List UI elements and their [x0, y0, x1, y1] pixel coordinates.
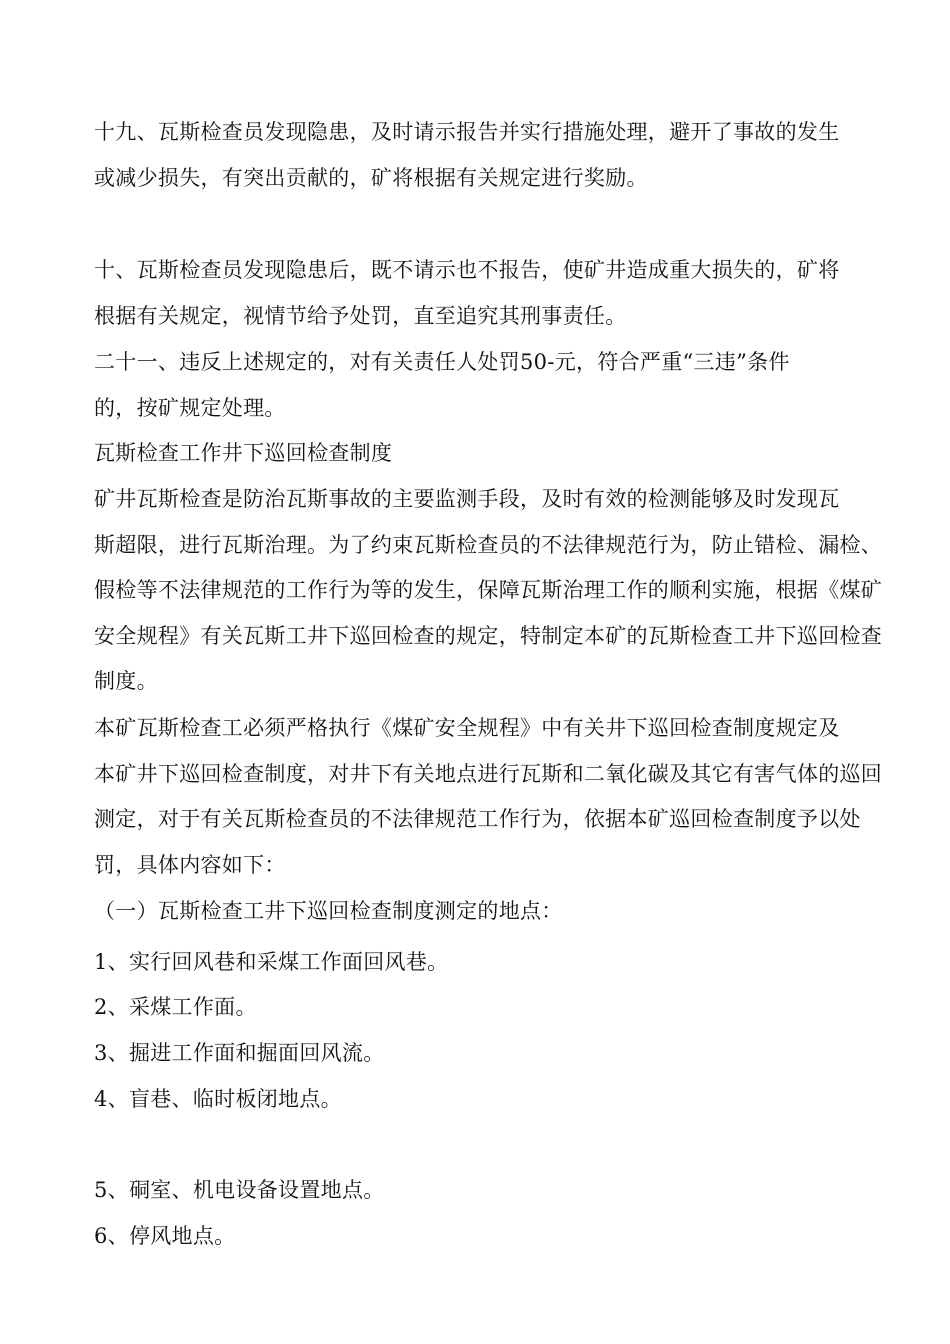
- section-heading: [52, 431, 902, 477]
- text-line: 制度。: [94, 669, 158, 694]
- text-line: 矿井瓦斯检查是防治瓦斯事故的主要监测手段，及时有效的检测能够及时发现瓦: [94, 487, 840, 511]
- list-item-3: [52, 1031, 902, 1077]
- text-line: 假检等不法律规范的工作行为等的发生，保障瓦斯治理工作的顺利实施，根据《煤矿: [94, 578, 883, 603]
- list-item-5: [52, 1168, 902, 1214]
- text-line: 测定，对于有关瓦斯检查员的不法律规范工作行为，依据本矿巡回检查制度予以处: [94, 807, 861, 832]
- paragraph-article-19: [52, 110, 902, 201]
- text-line: （一）瓦斯检查工井下巡回检查制度测定的地点：: [94, 899, 563, 923]
- list-item-1: [52, 940, 902, 986]
- text-line: 本矿井下巡回检查制度，对井下有关地点进行瓦斯和二氧化碳及其它有害气体的巡回: [94, 761, 883, 786]
- text-line: 5、硐室、机电设备设置地点。: [94, 1178, 385, 1202]
- text-line: 十九、瓦斯检查员发现隐患，及时请示报告并实行措施处理，避开了事故的发生: [94, 120, 840, 144]
- heading-text: 瓦斯检查工作井下巡回检查制度: [94, 441, 393, 465]
- text-line: 或减少损失，有突出贡献的，矿将根据有关规定进行奖励。: [94, 165, 648, 190]
- text-line: 二十一、违反上述规定的，对有关责任人处罚50-元，符合严重“三违”条件: [94, 350, 790, 374]
- text-line: 3、掘进工作面和掘面回风流。: [94, 1041, 385, 1065]
- text-line: 的，按矿规定处理。: [94, 395, 286, 420]
- list-item-2: [52, 985, 902, 1031]
- text-line: 本矿瓦斯检查工必须严格执行《煤矿安全规程》中有关井下巡回检查制度规定及: [94, 716, 840, 740]
- text-line: 罚，具体内容如下：: [94, 852, 286, 877]
- section-one-title: [52, 889, 902, 935]
- text-line: 6、停风地点。: [94, 1224, 236, 1248]
- text-line: 4、盲巷、临时板闭地点。: [94, 1087, 342, 1111]
- paragraph-article-21: [52, 340, 902, 431]
- paragraph-intro: [52, 477, 902, 705]
- paragraph-article-20: [52, 248, 902, 339]
- text-line: 斯超限，进行瓦斯治理。为了约束瓦斯检查员的不法律规范行为，防止错检、漏检、: [94, 532, 883, 557]
- text-line: 根据有关规定，视情节给予处罚，直至追究其刑事责任。: [94, 303, 627, 328]
- text-line: 1、实行回风巷和采煤工作面回风巷。: [94, 950, 449, 974]
- list-item-4: [52, 1077, 902, 1123]
- text-line: 十、瓦斯检查员发现隐患后，既不请示也不报告，使矿井造成重大损失的，矿将: [94, 258, 840, 282]
- paragraph-rules: [52, 706, 902, 888]
- list-item-6: [52, 1214, 902, 1260]
- text-line: 2、采煤工作面。: [94, 995, 257, 1019]
- text-line: 安全规程》有关瓦斯工井下巡回检查的规定，特制定本矿的瓦斯检查工井下巡回检查: [94, 623, 883, 648]
